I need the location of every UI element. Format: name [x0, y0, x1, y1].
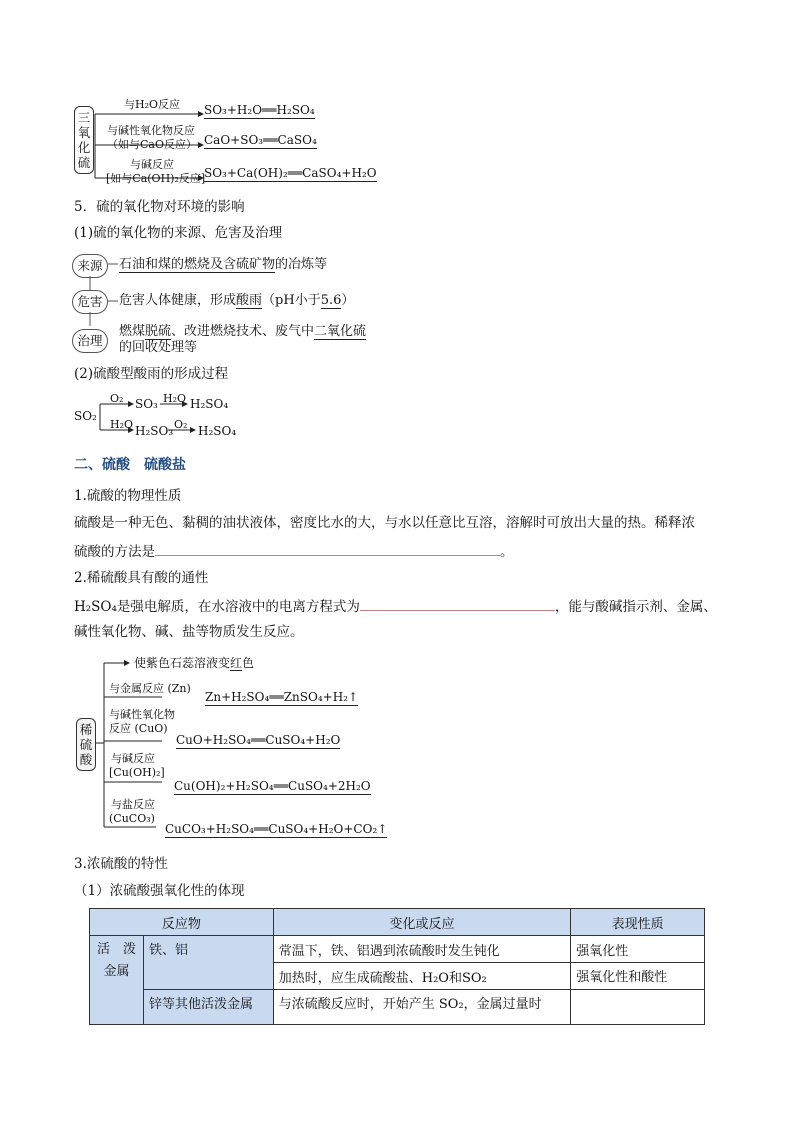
metal-eq: Zn+H₂SO₄══ZnSO₄+H₂↑ — [205, 690, 359, 704]
litmus-text-b: 色 — [242, 656, 255, 670]
oxide-cond-2: 反应 (CuO) — [109, 722, 168, 735]
dilute-acid-label-box — [76, 718, 96, 771]
table-cell: 加热时，应生成硫酸盐、H₂O和SO₂ — [273, 963, 570, 990]
so3-cond-oxide: 与碱性氧化物反应 — [107, 124, 195, 137]
source-text — [119, 257, 327, 273]
table-header: 变化或反应 — [273, 909, 570, 936]
section5-sub2: (2)硫酸型酸雨的形成过程 — [74, 366, 229, 382]
so2-start: SO₂ — [74, 409, 97, 423]
ionization-equation-blank[interactable] — [360, 596, 555, 611]
harm-text — [119, 293, 354, 309]
h-oxidizing: （1）浓硫酸强氧化性的体现 — [74, 883, 245, 899]
path1-cond1: O₂ — [110, 392, 124, 405]
so3-label-char: 化 — [77, 140, 91, 155]
physical-props-end: 。 — [500, 544, 514, 560]
salt-eq: CuCO₃+H₂SO₄══CuSO₄+H₂O+CO₂↑ — [165, 822, 388, 836]
harm-text-b: 酸雨 — [236, 293, 263, 308]
table-row — [90, 936, 705, 963]
treatment-text-d: 二氧化硫 — [314, 324, 367, 339]
base-eq: Cu(OH)₂+H₂SO₄══CuSO₄+2H₂O — [174, 779, 371, 793]
oxidizing-table — [89, 908, 705, 1025]
litmus-text-a: 使紫色石蕊溶液变 — [134, 656, 231, 670]
table-header: 表现性质 — [571, 909, 705, 936]
treatment-text-e: 的回收处理等 — [119, 340, 198, 355]
path1-mid: SO₃ — [135, 397, 158, 411]
path2-end: H₂SO₄ — [198, 424, 237, 438]
source-text-a: 石油和煤的燃烧及 — [119, 257, 224, 272]
harm-text-e: ） — [341, 293, 355, 308]
harm-text-a: 危害人体健康，形成 — [119, 293, 237, 308]
table-header-row — [90, 909, 705, 936]
salt-cond-2: (CuCO₃) — [109, 812, 155, 825]
table-category-cell — [90, 936, 144, 1025]
metal-cond: 与金属反应 (Zn) — [109, 682, 191, 695]
ionization-tail: ，能与酸碱指示剂、金属、 — [554, 599, 717, 615]
table-subcategory-cell — [143, 936, 273, 990]
path2-mid: H₂SO₃ — [135, 424, 174, 438]
source-tag: 来源 — [72, 254, 108, 278]
table-row — [90, 990, 705, 1025]
so3-cond-oxide-2: （如与CaO反应） — [107, 138, 197, 151]
so3-label-char: 硫 — [77, 155, 91, 170]
path1-cond2: H₂O — [163, 392, 187, 405]
so3-cond-water: 与H₂O反应 — [124, 98, 181, 111]
salt-cond: 与盐反应 — [111, 798, 155, 811]
treatment-text-a: 燃煤 — [119, 324, 146, 339]
litmus-text — [134, 656, 254, 671]
so3-cond-base: 与碱反应 — [130, 158, 174, 171]
so3-cond-base-2: [如与Ca(OH)₂反应] — [106, 172, 206, 185]
h-physical-props: 1.硫酸的物理性质 — [74, 488, 182, 504]
so3-eq-oxide: CaO+SO₃══CaSO₄ — [204, 133, 317, 147]
table-header: 反应物 — [90, 909, 274, 936]
oxide-eq: CuO+H₂SO₄══CuSO₄+H₂O — [176, 733, 341, 747]
table-cell: 强氧化性和酸性 — [571, 963, 705, 990]
so3-eq-water: SO₃+H₂O══H₂SO₄ — [204, 103, 315, 117]
base-cond: 与碱反应 — [111, 752, 155, 765]
table-cell: 与浓硫酸反应时，开始产生 SO₂，金属过量时 — [273, 990, 570, 1025]
treatment-text — [119, 324, 409, 356]
dilution-method-blank[interactable] — [155, 541, 500, 556]
so3-label-char: 氧 — [77, 125, 91, 140]
table-subcategory: 锌等其他活泼金属 — [143, 990, 273, 1025]
base-cond-2: [Cu(OH)₂] — [109, 766, 165, 779]
table-category: 活 泼 金属 — [96, 942, 136, 979]
so3-label-char: 三 — [77, 110, 91, 125]
table-cell: 常温下，铁、铝遇到浓硫酸时发生钝化 — [273, 936, 570, 963]
path2-cond1: H₂O — [110, 418, 134, 431]
path1-end: H₂SO₄ — [190, 397, 229, 411]
ionization-lead: H₂SO₄是强电解质，在水溶液中的电离方程式为 — [74, 599, 360, 615]
physical-props-line2 — [74, 541, 514, 561]
dilute-acid-label-char: 酸 — [79, 752, 93, 767]
so3-label-box — [74, 106, 94, 174]
harm-text-d: 5.6 — [320, 293, 342, 308]
treatment-tag: 治理 — [72, 329, 108, 353]
treatment-text-b: 脱硫 — [145, 324, 172, 339]
treatment-text-c: 、改进燃烧技术、废气中 — [171, 324, 315, 339]
physical-props-lead: 硫酸的方法是 — [74, 544, 155, 560]
section5-sub1: (1)硫的氧化物的来源、危害及治理 — [74, 225, 283, 241]
dilute-acid-label-char: 稀 — [79, 722, 93, 737]
harm-tag: 危害 — [72, 290, 108, 314]
oxide-cond: 与碱性氧化物 — [109, 708, 175, 721]
table-cell: 强氧化性 — [571, 936, 705, 963]
section5-title: 5．硫的氧化物对环境的影响 — [74, 199, 245, 215]
so3-eq-base: SO₃+Ca(OH)₂══CaSO₄+H₂O — [204, 166, 377, 180]
h-concentrated-props: 3.浓硫酸的特性 — [74, 856, 168, 872]
physical-props-line1: 硫酸是一种无色、黏稠的油状液体，密度比水的大，与水以任意比互溶，溶解时可放出大量的热。稀释浓 — [74, 515, 695, 531]
table-subcategory: 铁、铝 — [148, 943, 188, 958]
path2-cond2: O₂ — [174, 418, 188, 431]
h-acid-properties: 2.稀硫酸具有酸的通性 — [74, 570, 209, 586]
table-cell — [571, 990, 705, 1025]
part2-title: 二、硫酸 硫酸盐 — [74, 457, 186, 473]
source-text-c: 的冶炼等 — [275, 257, 328, 272]
dilute-acid-label-char: 硫 — [79, 737, 93, 752]
source-text-b: 含硫矿物 — [223, 257, 276, 272]
ionization-line2: 碱性氧化物、碱、盐等物质发生反应。 — [74, 624, 304, 640]
ionization-line1 — [74, 596, 717, 616]
harm-text-c: （pH小于 — [262, 293, 321, 308]
litmus-text-color: 红 — [230, 656, 243, 670]
